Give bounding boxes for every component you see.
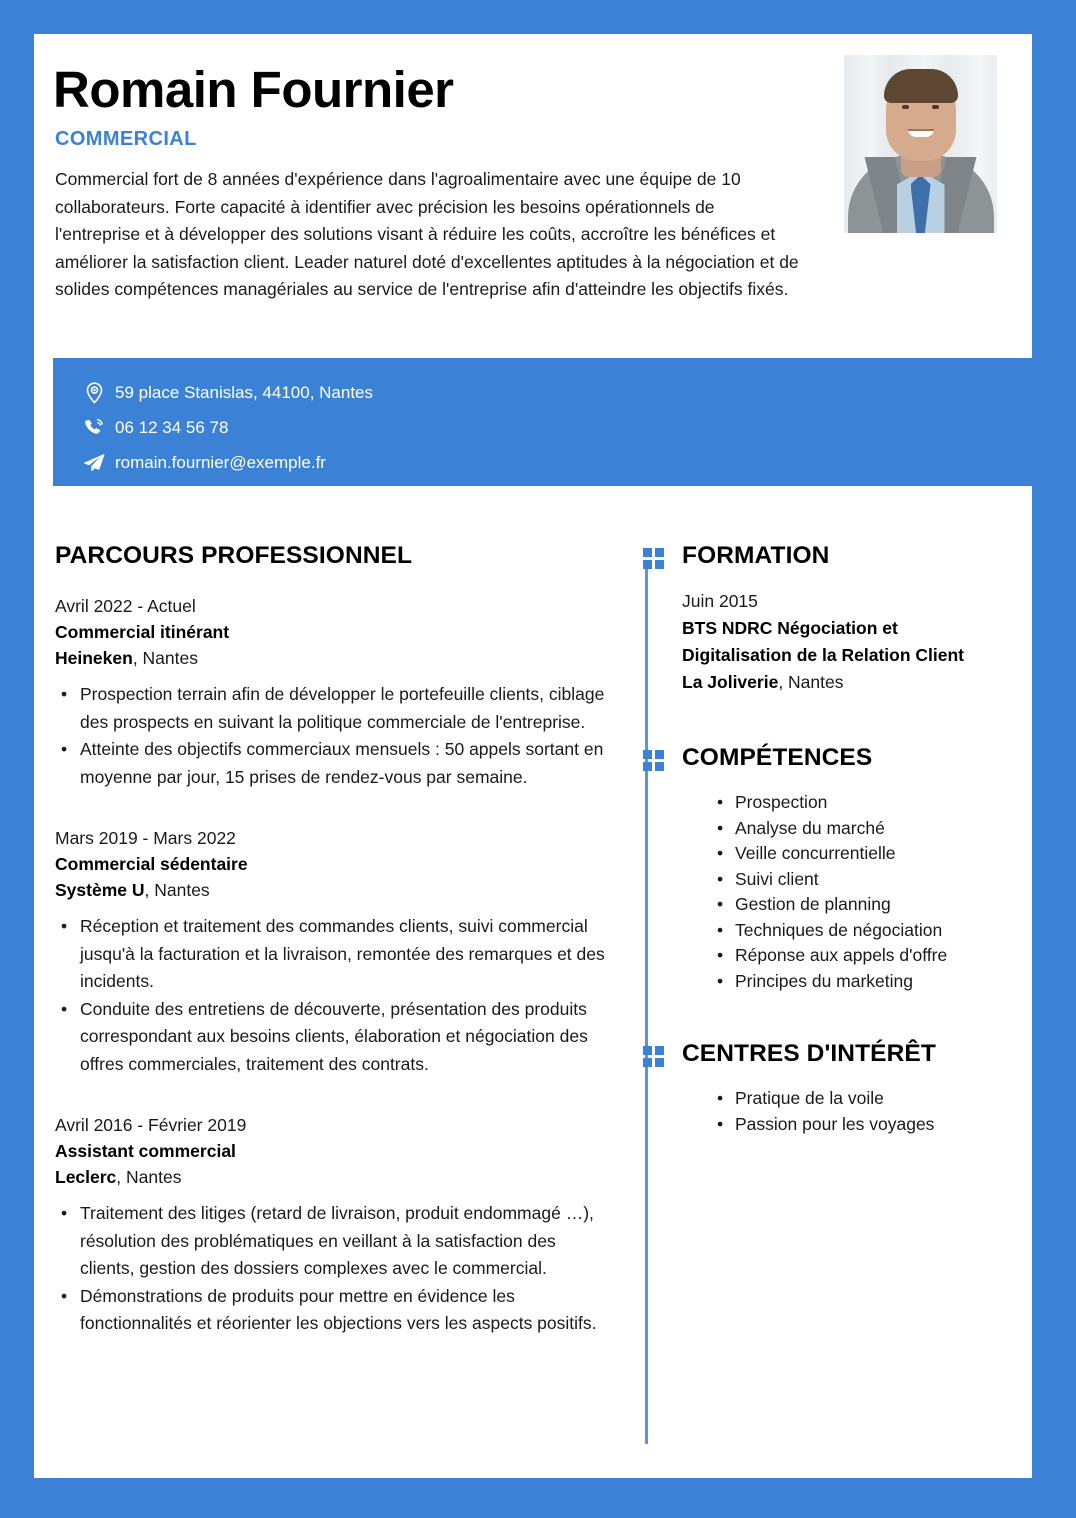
professional-summary: Commercial fort de 8 années d'expérience dans l'agroalimentaire avec une équipe de 10 collaborateurs. Forte capacité à identifier avec précision les besoins opérationnels de l'entreprise et à développer des solutions visant à réduire les coûts, accroître les bénéfices et améliorer la satisfaction client. Leader naturel doté d'excellentes aptitudes à la négociation et de solides compétences managériales au service de l'entreprise afin d'atteindre les objectifs fixés. [55, 169, 799, 299]
list-item: • Veille concurrentielle [714, 841, 1012, 867]
four-squares-icon [643, 1046, 664, 1067]
experience-item [55, 593, 615, 791]
experience-date: Avril 2016 - Février 2019 [55, 1115, 247, 1135]
list-item: • Pratique de la voile [714, 1086, 1012, 1112]
experience-company [55, 877, 615, 903]
list-item: • Gestion de planning [714, 892, 1012, 918]
paper-plane-icon [77, 453, 111, 473]
experience-heading: PARCOURS PROFESSIONNEL [55, 542, 413, 569]
interests-heading: CENTRES D'INTÉRÊT [682, 1040, 936, 1067]
interests-section [682, 1040, 1012, 1137]
education-heading: FORMATION [682, 542, 830, 569]
experience-company-name: Heineken [55, 648, 133, 668]
experience-company-name: Leclerc [55, 1167, 117, 1187]
phone-ringing-icon [77, 417, 111, 439]
list-item: • Atteinte des objectifs commerciaux mensuels : 50 appels sortant en moyenne par jour, 15 prises de rendez-vous par semaine. [55, 736, 615, 791]
experience-title: Commercial sédentaire [55, 854, 248, 874]
experience-bullets [55, 681, 615, 791]
education-section [682, 542, 1012, 696]
list-item: • Réception et traitement des commandes clients, suivi commercial jusqu'à la facturation et la livraison, remontée des remarques et des incidents. [55, 913, 615, 996]
spacer [682, 994, 1012, 1040]
contact-address-row [77, 376, 1076, 409]
experience-title: Assistant commercial [55, 1141, 236, 1161]
experience-company-location: , Nantes [132, 648, 198, 668]
spacer [55, 803, 615, 825]
experience-date: Mars 2019 - Mars 2022 [55, 828, 236, 848]
experience-company [55, 1164, 615, 1190]
experience-company-name: Système U [55, 880, 145, 900]
list-item: • Principes du marketing [714, 969, 1012, 995]
contact-address: 59 place Stanislas, 44100, Nantes [115, 382, 374, 402]
list-item: • Conduite des entretiens de découverte, présentation des produits correspondant aux besoins clients, élaboration et négociation des offres commerciales, traitement des contrats. [55, 996, 615, 1079]
skills-section [682, 744, 1012, 994]
list-item: • Prospection [714, 790, 1012, 816]
interests-list [714, 1086, 1012, 1137]
education-school-name: La Joliverie [682, 672, 779, 692]
location-pin-icon [77, 382, 111, 404]
sidebar-column [682, 542, 1012, 1137]
spacer [55, 1090, 615, 1112]
education-degree-line1: BTS NDRC Négociation et [682, 618, 898, 638]
spacer [682, 696, 1012, 744]
page-title: Romain Fournier [53, 61, 454, 118]
avatar [844, 55, 997, 233]
list-item: • Techniques de négociation [714, 918, 1012, 944]
list-item: • Prospection terrain afin de développer le portefeuille clients, ciblage des prospects en suivant la politique commerciale de l'entreprise. [55, 681, 615, 736]
list-item: • Traitement des litiges (retard de livraison, produit endommagé …), résolution des problématiques en veillant à la satisfaction des clients, gestion des dossiers complexes avec le commercial. [55, 1200, 615, 1283]
header-section [34, 34, 1032, 322]
list-item: • Suivi client [714, 867, 1012, 893]
photo-hair [884, 69, 958, 103]
photo-eye-left [902, 105, 909, 109]
education-school-location: , Nantes [778, 672, 844, 692]
four-squares-icon [643, 548, 664, 569]
resume-card [34, 34, 1032, 1478]
experience-company-location: , Nantes [116, 1167, 182, 1187]
contact-email-row [77, 446, 1076, 479]
experience-bullets [55, 913, 615, 1078]
experience-title: Commercial itinérant [55, 622, 230, 642]
education-school [682, 669, 1012, 696]
experience-company-location: , Nantes [144, 880, 210, 900]
contact-phone: 06 12 34 56 78 [115, 417, 229, 437]
skills-heading: COMPÉTENCES [682, 744, 873, 771]
experience-bullets [55, 1200, 615, 1338]
education-date: Juin 2015 [682, 591, 758, 611]
column-divider [645, 568, 648, 1444]
photo-eye-right [932, 105, 939, 109]
list-item: • Démonstrations de produits pour mettre en évidence les fonctionnalités et réorienter les objections vers les aspects positifs. [55, 1283, 615, 1338]
job-role-subtitle: COMMERCIAL [55, 128, 197, 150]
contact-email: romain.fournier@exemple.fr [115, 452, 326, 472]
list-item: • Passion pour les voyages [714, 1112, 1012, 1138]
photo-smile [908, 129, 934, 137]
list-item: • Réponse aux appels d'offre [714, 943, 1012, 969]
experience-item [55, 1112, 615, 1338]
education-degree-line2: Digitalisation de la Relation Client [682, 645, 964, 665]
contact-bar [53, 358, 1076, 486]
experience-item [55, 825, 615, 1078]
experience-company [55, 645, 615, 671]
contact-phone-row [77, 411, 1076, 444]
experience-date: Avril 2022 - Actuel [55, 596, 196, 616]
experience-column [55, 542, 615, 1350]
list-item: • Analyse du marché [714, 816, 1012, 842]
four-squares-icon [643, 750, 664, 771]
skills-list [714, 790, 1012, 994]
